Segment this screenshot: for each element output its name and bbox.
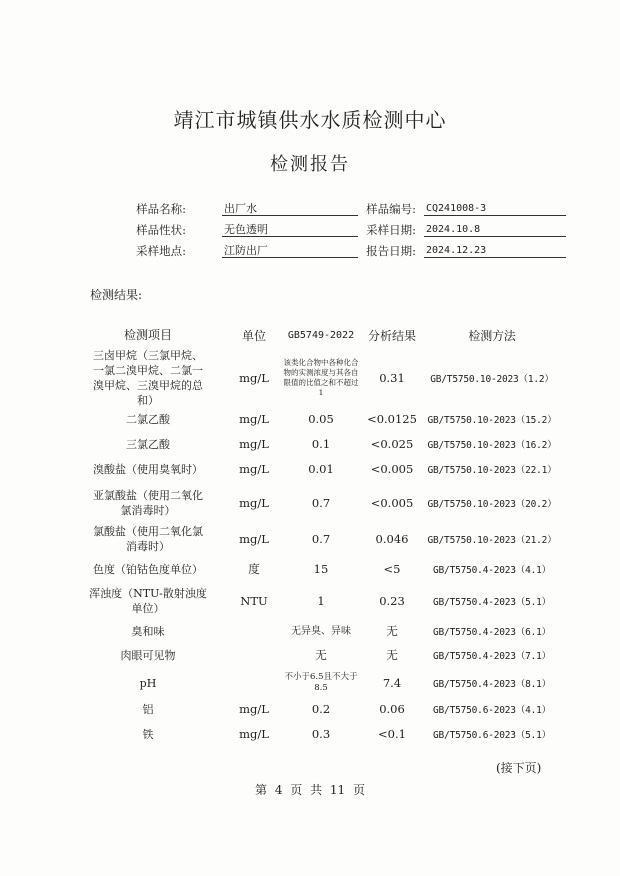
table-row-unit: mg/L: [239, 532, 269, 546]
table-row-method: GB/T5750.10-2023（16.2）: [427, 440, 557, 451]
sampling-location-value: 江防出厂: [222, 244, 358, 258]
table-row-item: 三氯乙酸: [126, 437, 170, 451]
table-row-method: GB/T5750.10-2023（22.1）: [427, 465, 557, 476]
table-row-method: GB/T5750.4-2023（5.1）: [433, 597, 551, 608]
report-title: 检测报告: [270, 154, 350, 175]
table-row-standard: 15: [313, 562, 329, 576]
table-row-standard: 该类化合物中各种化合物的实测浓度与其各自限值的比值之和不超过1: [283, 358, 359, 397]
table-row-unit: mg/L: [239, 371, 269, 385]
header-unit: 单位: [241, 328, 266, 343]
table-row-item: pH: [139, 676, 157, 690]
table-row-result: <0.0125: [367, 412, 417, 426]
table-row-unit: mg/L: [239, 702, 269, 716]
table-row-item: 肉眼可见物: [120, 648, 176, 662]
sampling-date-value: 2024.10.8: [424, 223, 566, 237]
table-row-item: 亚氯酸盐（使用二氧化氯消毒时）: [93, 489, 203, 517]
table-row-result: 0.23: [379, 594, 405, 608]
sample-number-value: CQ241008-3: [424, 202, 566, 216]
sample-property-label: 样品性状:: [136, 223, 186, 237]
header-method: 检测方法: [468, 328, 516, 343]
table-row-item: 臭和味: [131, 624, 165, 638]
table-row-item: 二氯乙酸: [126, 412, 170, 426]
table-row-result: <0.005: [370, 462, 414, 476]
sample-name-value: 出厂水: [222, 202, 358, 216]
table-row-item: 色度（铂钴色度单位）: [93, 562, 203, 576]
table-row-standard: 0.01: [308, 462, 334, 476]
table-row-unit: mg/L: [239, 496, 269, 510]
table-row-method: GB/T5750.4-2023（4.1）: [433, 565, 551, 576]
table-row-method: GB/T5750.6-2023（4.1）: [433, 705, 551, 716]
table-row-item: 氯酸盐（使用二氧化氯消毒时）: [93, 525, 203, 553]
table-row-method: GB/T5750.10-2023（21.2）: [427, 535, 557, 546]
table-row-method: GB/T5750.10-2023（1.2）: [430, 374, 554, 385]
table-row-standard: 0.7: [311, 532, 331, 546]
table-row-unit: mg/L: [239, 727, 269, 741]
table-row-result: 0.06: [379, 702, 405, 716]
table-row-result: 无: [386, 624, 398, 638]
table-row-unit: mg/L: [239, 437, 269, 451]
table-row-unit: [232, 670, 276, 696]
sample-number-label: 样品编号:: [366, 202, 416, 216]
sampling-location-label: 采样地点:: [136, 244, 186, 258]
table-row-item: 浑浊度（NTU-散射浊度单位）: [89, 587, 207, 615]
table-row-standard: 0.1: [311, 437, 331, 451]
table-row-item: 溴酸盐（使用臭氧时）: [93, 462, 203, 476]
table-row-standard: 无: [315, 648, 327, 662]
table-row-standard: 0.2: [311, 702, 331, 716]
table-row-item: 铁: [142, 727, 154, 741]
table-row-result: <0.025: [370, 437, 414, 451]
page-number: 第 4 页 共 11 页: [255, 783, 365, 797]
table-row-result: 无: [386, 648, 398, 662]
organization-name: 靖江市城镇供水水质检测中心: [173, 108, 447, 132]
sample-name-label: 样品名称:: [136, 202, 186, 216]
table-row-unit: [232, 622, 276, 640]
report-date-value: 2024.12.23: [424, 244, 566, 258]
table-row-result: 0.31: [379, 371, 405, 385]
table-row-standard: 0.7: [311, 496, 331, 510]
table-row-result: 7.4: [382, 676, 402, 690]
table-row-standard: 1: [317, 594, 325, 608]
table-row-unit: NTU: [240, 594, 268, 608]
table-row-result: <0.005: [370, 496, 414, 510]
sample-property-value: 无色透明: [222, 223, 358, 237]
table-row-result: 0.046: [375, 532, 409, 546]
header-result: 分析结果: [367, 328, 416, 343]
sampling-date-label: 采样日期:: [366, 223, 416, 237]
header-item: 检测项目: [123, 327, 172, 342]
table-row-standard: 不小于6.5且不大于8.5: [284, 672, 358, 693]
table-row-standard: 无异臭、异味: [291, 625, 351, 637]
table-row-unit: mg/L: [239, 462, 269, 476]
table-row-unit: [232, 646, 276, 664]
table-row-unit: 度: [248, 562, 260, 576]
table-row-item: 铝: [142, 702, 154, 716]
report-date-label: 报告日期:: [366, 244, 416, 258]
table-row-result: <5: [383, 562, 401, 576]
table-row-result: <0.1: [378, 727, 406, 741]
table-row-method: GB/T5750.10-2023（15.2）: [427, 415, 557, 426]
table-row-method: GB/T5750.10-2023（20.2）: [427, 499, 557, 510]
table-row-method: GB/T5750.4-2023（7.1）: [433, 651, 551, 662]
table-row-unit: mg/L: [239, 412, 269, 426]
continued-note: (接下页): [496, 761, 542, 775]
table-row-method: GB/T5750.4-2023（8.1）: [433, 679, 551, 690]
table-row-method: GB/T5750.6-2023（5.1）: [433, 730, 551, 741]
header-standard: GB5749-2022: [287, 329, 355, 341]
table-row-method: GB/T5750.4-2023（6.1）: [433, 627, 551, 638]
results-heading: 检测结果:: [90, 288, 143, 302]
table-row-standard: 0.3: [311, 727, 331, 741]
table-row-standard: 0.05: [308, 412, 334, 426]
table-row-item: 三卤甲烷（三氯甲烷、一氯二溴甲烷、二氯一溴甲烷、三溴甲烷的总和）: [93, 349, 203, 407]
